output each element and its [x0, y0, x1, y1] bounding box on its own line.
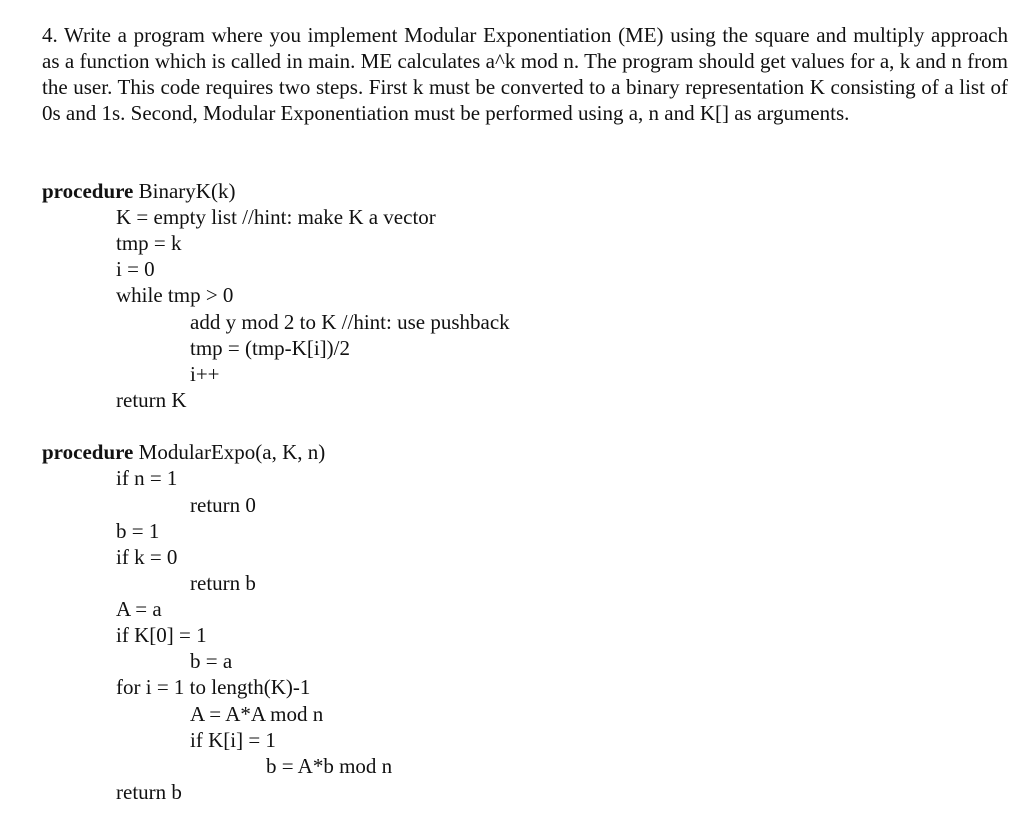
code-line: for i = 1 to length(K)-1	[116, 675, 311, 699]
code-line: tmp = k	[116, 231, 182, 255]
code-line: if K[i] = 1	[190, 728, 276, 752]
procedure-keyword: procedure	[42, 440, 134, 464]
code-line: A = A*A mod n	[190, 702, 324, 726]
code-line: return 0	[190, 493, 256, 517]
code-line: while tmp > 0	[116, 283, 234, 307]
binaryk-header	[42, 178, 235, 204]
code-line: b = 1	[116, 519, 160, 543]
code-line: b = A*b mod n	[266, 754, 393, 778]
code-line: tmp = (tmp-K[i])/2	[190, 336, 350, 360]
code-line: return K	[116, 388, 187, 412]
binaryk-signature: BinaryK(k)	[133, 179, 236, 203]
code-line: return b	[116, 780, 182, 804]
code-line: K = empty list //hint: make K a vector	[116, 205, 436, 229]
code-line: if n = 1	[116, 466, 178, 490]
code-line: b = a	[190, 649, 233, 673]
code-line: A = a	[116, 597, 162, 621]
code-line: return b	[190, 571, 256, 595]
modularexpo-header	[42, 439, 325, 465]
procedure-keyword: procedure	[42, 179, 134, 203]
code-line: i++	[190, 362, 220, 386]
code-line: if k = 0	[116, 545, 178, 569]
code-line: i = 0	[116, 257, 155, 281]
code-line: if K[0] = 1	[116, 623, 207, 647]
problem-statement: 4. Write a program where you implement Modular Exponentiation (ME) using the square and multiply approach as a function which is called in main. ME calculates a^k mod n. The program should get values for a, k and n from the user. This code requires two steps. First k must be converted to a binary representation K consisting of a list of 0s and 1s. Second, Modular Exponentiation must be performed using a, n and K[] as arguments.	[42, 23, 1008, 125]
code-line: add y mod 2 to K //hint: use pushback	[190, 310, 510, 334]
modularexpo-signature: ModularExpo(a, K, n)	[133, 440, 326, 464]
